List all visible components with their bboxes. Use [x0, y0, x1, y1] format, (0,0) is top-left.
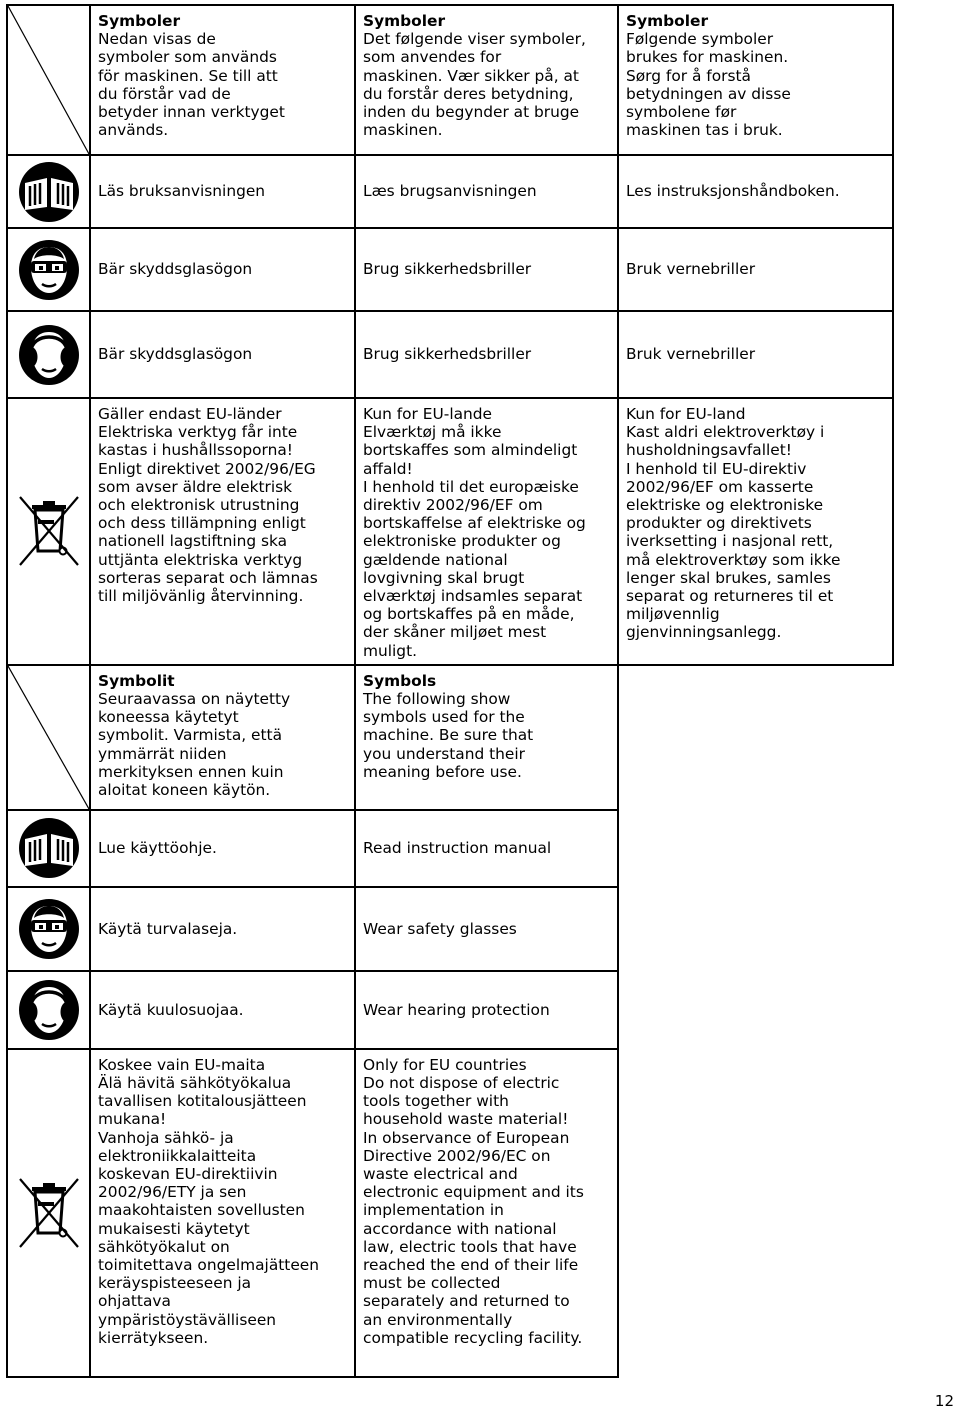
weee-text: Only for EU countries Do not dispose of electric tools together with household waste material! In observance of European Directive 2002/96/EC on waste electrical and electronic equipment and its implementation in accordance with national law, electric tools that have reached the end of their life must be collected separately and returned to an environmentally compatible recycling facility. [355, 1049, 618, 1377]
weee-row [7, 398, 893, 665]
header-title: Symbols [363, 671, 437, 690]
header-da: Symboler Det følgende viser symboler, som anvendes for maskinen. Vær sikker på, at du forstår deres betydning, inden du begynder at bruge maskinen. [355, 5, 618, 155]
symbol-row [7, 228, 893, 311]
row-text: Käytä kuulosuojaa. [90, 971, 355, 1049]
crossed-bin-icon [16, 1175, 82, 1251]
book-icon [18, 161, 80, 223]
hearing-protection-icon [18, 324, 80, 386]
symbols-table [6, 4, 894, 1378]
header-title: Symboler [363, 12, 446, 30]
header-title: Symboler [626, 12, 709, 30]
header-no: Symboler Følgende symboler brukes for maskinen. Sørg for å forstå betydningen av disse symbolene før maskinen tas i bruk. [618, 5, 893, 155]
weee-text: Gäller endast EU-länder Elektriska verktyg får inte kastas i hushållssoporna! Enligt direktivet 2002/96/EG som avser äldre elektrisk och elektronisk utrustning och dess tillämpning enligt nationell lagstiftning ska uttjänta elektriska verktyg sorteras separat och lämnas till miljövänlig återvinning. [90, 398, 355, 665]
weee-row [7, 1049, 893, 1377]
header-diagonal-cell [7, 665, 90, 810]
header-title: Symboler [98, 12, 181, 30]
row-text: Bruk vernebriller [618, 228, 893, 311]
safety-glasses-icon [18, 898, 80, 960]
row-text: Læs brugsanvisningen [355, 155, 618, 228]
row-text: Read instruction manual [355, 810, 618, 887]
book-icon [18, 817, 80, 879]
row-text: Les instruksjonshåndboken. [618, 155, 893, 228]
symbol-row [7, 810, 893, 887]
page-number: 12 [934, 1392, 954, 1410]
header-fi: Symbolit Seuraavassa on näytetty koneessa käytetyt symbolit. Varmista, että ymmärrät niiden merkityksen ennen kuin aloitat koneen käytön. [90, 665, 355, 810]
header-title: Symbolit [98, 671, 175, 690]
row-text: Läs bruksanvisningen [90, 155, 355, 228]
diagonal-line [8, 6, 89, 154]
symbol-row [7, 971, 893, 1049]
row-text: Bruk vernebriller [618, 311, 893, 398]
section2-header-row [7, 665, 893, 810]
symbol-row [7, 311, 893, 398]
symbol-row [7, 155, 893, 228]
weee-text: Koskee vain EU-maita Älä hävitä sähkötyökalua tavallisen kotitalousjätteen mukana! Vanhoja sähkö- ja elektroniikkalaitteita koskevan EU-direktiivin 2002/96/ETY ja sen maakohtaisten sovellusten mukaisesti käytetyt sähkötyökalut on toimitettava ongelmajätteen keräyspisteeseen ja ohjattava ympäristöystävälliseen kierrätykseen. [90, 1049, 355, 1377]
hearing-protection-icon [18, 979, 80, 1041]
row-text: Bär skyddsglasögon [90, 311, 355, 398]
header-sv: Symboler Nedan visas de symboler som används för maskinen. Se till att du förstår vad de betyder innan verktyget används. [90, 5, 355, 155]
row-text: Bär skyddsglasögon [90, 228, 355, 311]
weee-text: Kun for EU-land Kast aldri elektroverktøy i husholdningsavfallet! I henhold til EU-direktiv 2002/96/EF om kasserte elektriske og elektroniske produkter og direktivets iverksetting i nasjonal rett, må elektroverktøy som ikke lenger skal brukes, samles separat og returneres til et miljøvennlig gjenvinningsanlegg. [618, 398, 893, 665]
section1-header-row [7, 5, 893, 155]
row-text: Brug sikkerhedsbriller [355, 228, 618, 311]
safety-glasses-icon [18, 239, 80, 301]
row-text: Käytä turvalaseja. [90, 887, 355, 971]
header-diagonal-cell [7, 5, 90, 155]
symbol-row [7, 887, 893, 971]
row-text: Lue käyttöohje. [90, 810, 355, 887]
weee-text: Kun for EU-lande Elværktøj må ikke bortskaffes som almindeligt affald! I henhold til det europæiske direktiv 2002/96/EF om bortskaffelse af elektriske og elektroniske produkter og gældende national lovgivning skal brugt elværktøj indsamles separat og bortskaffes på en måde, der skåner miljøet mest muligt. [355, 398, 618, 665]
diagonal-line [8, 666, 89, 809]
row-text: Wear safety glasses [355, 887, 618, 971]
row-text: Wear hearing protection [355, 971, 618, 1049]
header-en: Symbols The following show symbols used for the machine. Be sure that you understand their meaning before use. [355, 665, 618, 810]
row-text: Brug sikkerhedsbriller [355, 311, 618, 398]
crossed-bin-icon [16, 493, 82, 569]
